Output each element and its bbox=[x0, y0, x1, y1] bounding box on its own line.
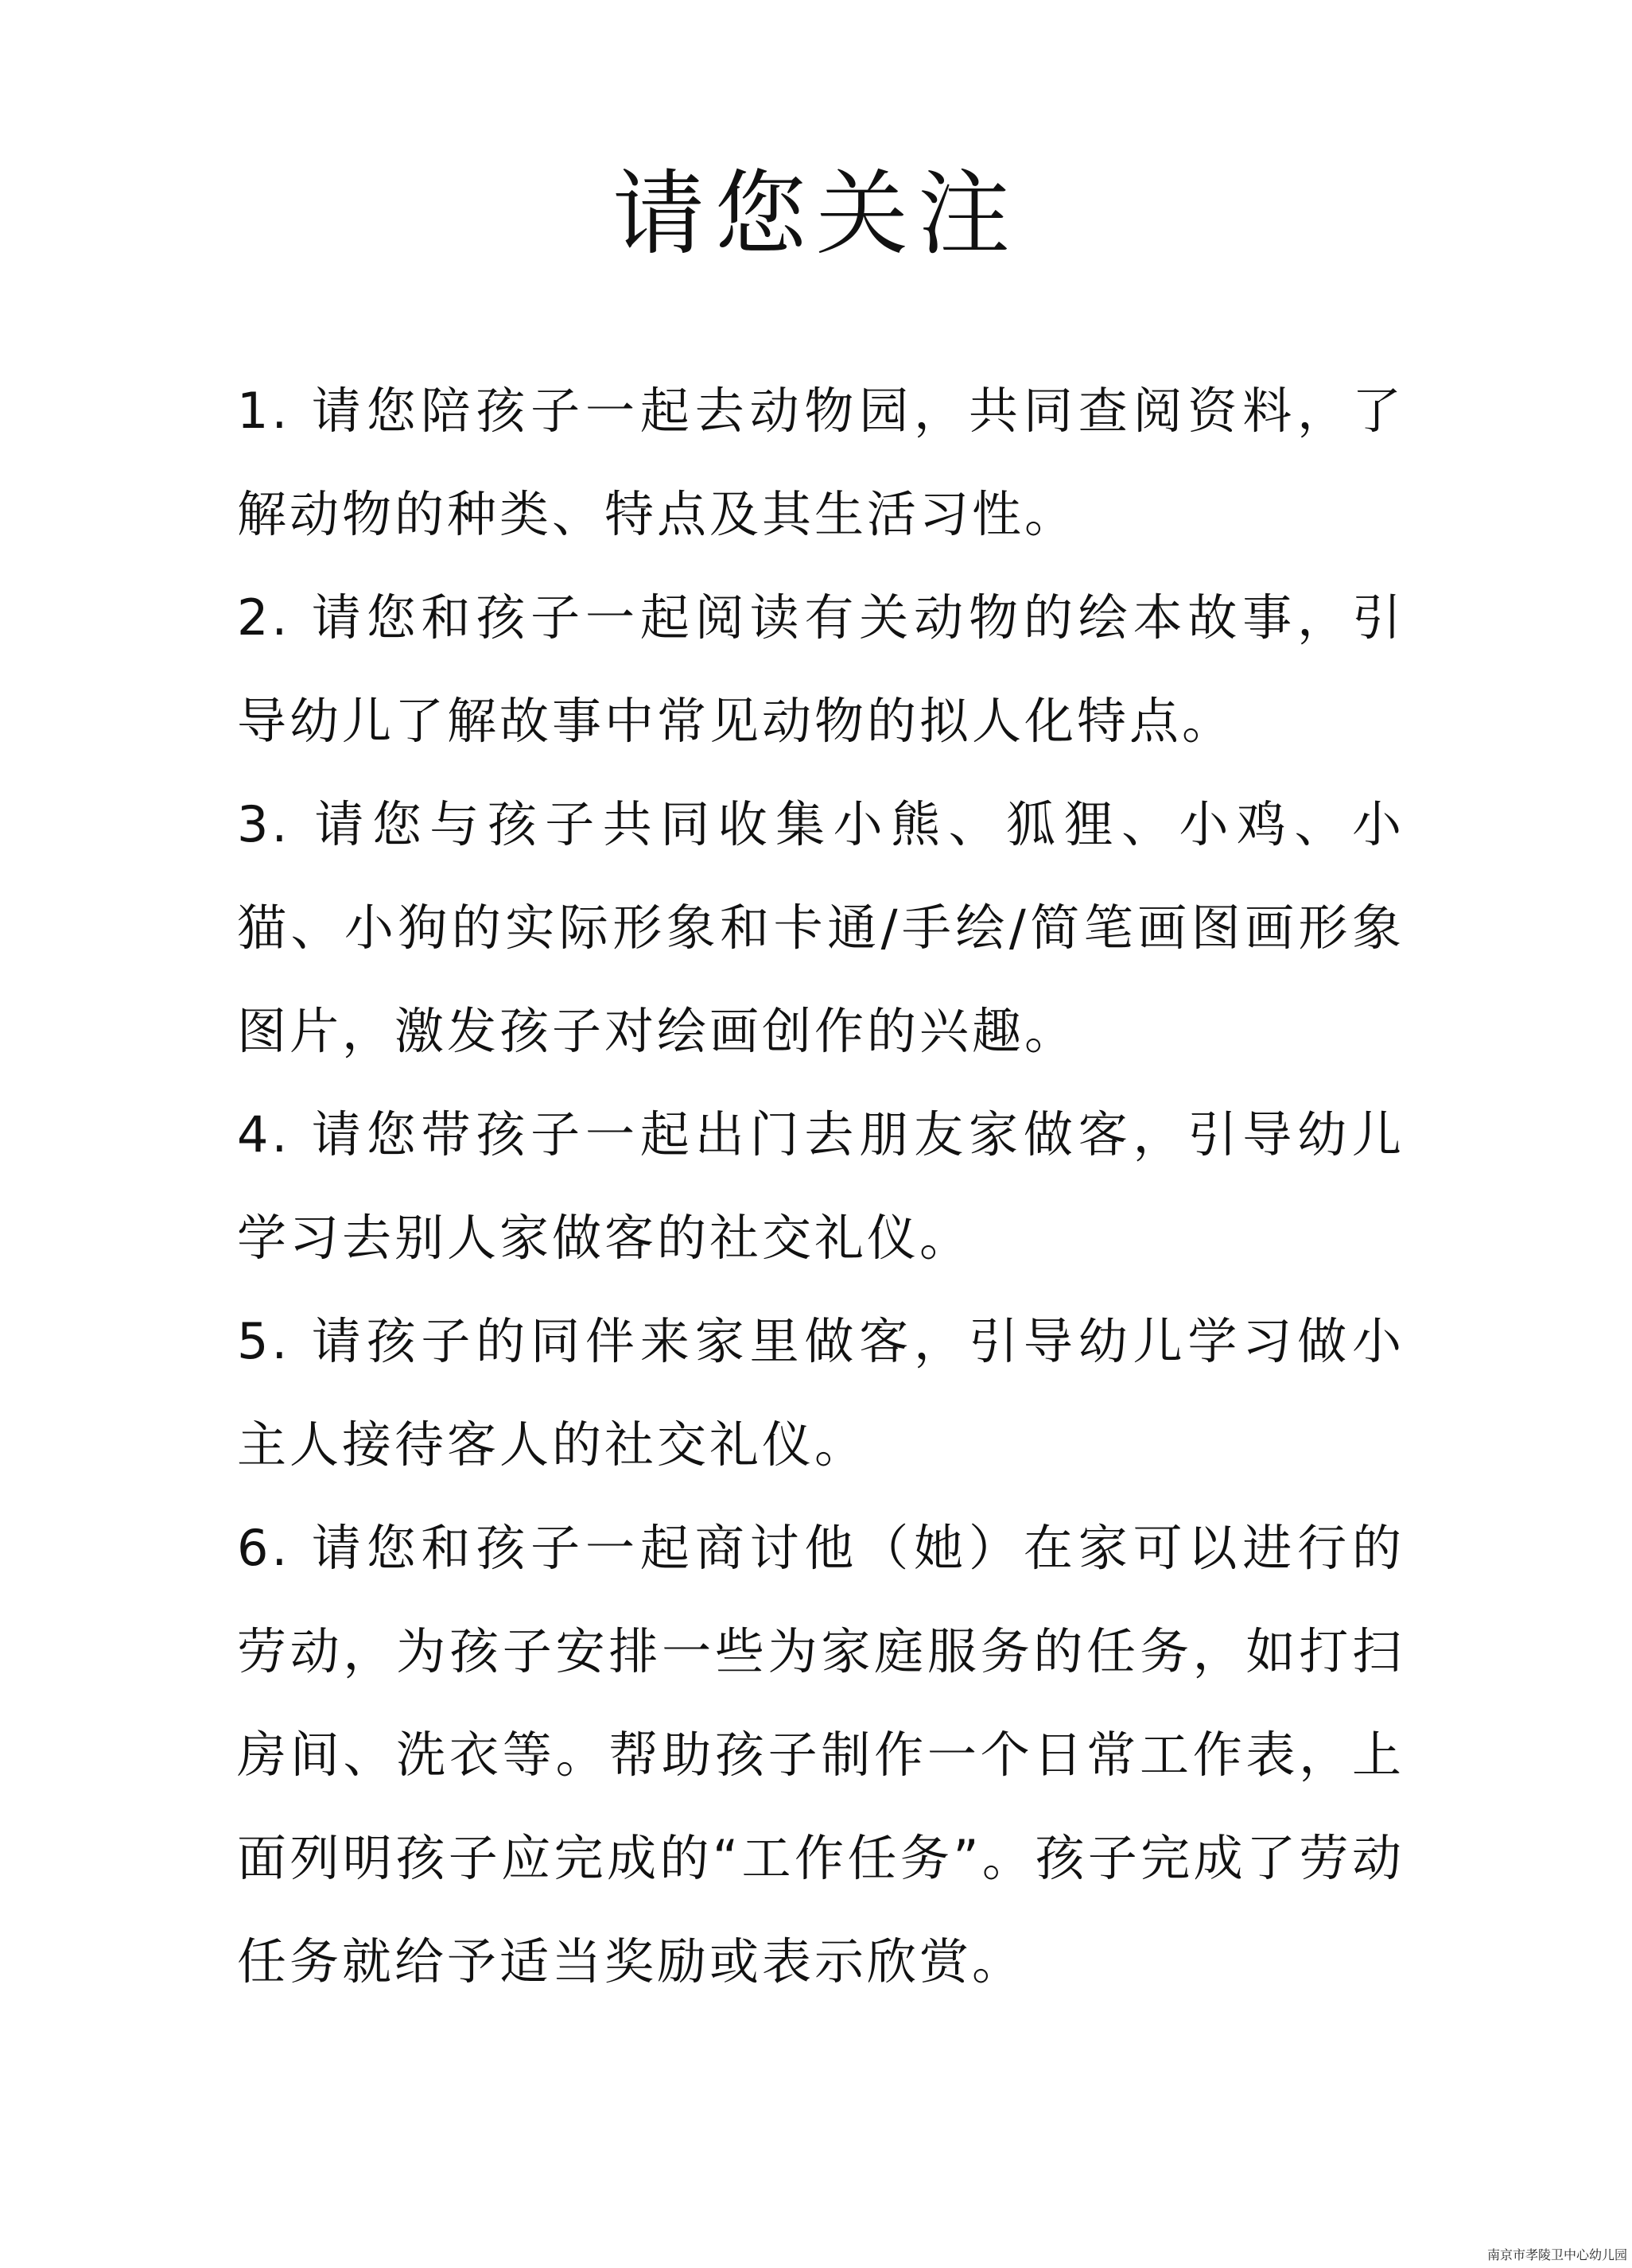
notice-item-1: 1. 请您陪孩子一起去动物园，共同查阅资料，了解动物的种类、特点及其生活习性。 bbox=[237, 382, 1405, 543]
footer-watermark: 南京市孝陵卫中心幼儿园 bbox=[1486, 2247, 1627, 2262]
notice-item-3: 3. 请您与孩子共同收集小熊、狐狸、小鸡、小猫、小狗的实际形象和卡通/手绘/简笔画图画形象图片，激发孩子对绘画创作的兴趣。 bbox=[237, 795, 1405, 1060]
notice-item-5: 5. 请孩子的同伴来家里做客，引导幼儿学习做小主人接待客人的社交礼仪。 bbox=[237, 1312, 1405, 1474]
notice-list bbox=[237, 359, 1405, 2014]
notice-item-2: 2. 请您和孩子一起阅读有关动物的绘本故事，引导幼儿了解故事中常见动物的拟人化特点。 bbox=[237, 588, 1405, 750]
notice-item-4: 4. 请您带孩子一起出门去朋友家做客，引导幼儿学习去别人家做客的社交礼仪。 bbox=[237, 1105, 1405, 1267]
notice-item-6: 6. 请您和孩子一起商讨他（她）在家可以进行的劳动，为孩子安排一些为家庭服务的任务，如打扫房间、洗衣等。帮助孩子制作一个日常工作表，上面列明孩子应完成的“工作任务”。孩子完成了劳动任务就给予适当奖励或表示欣赏。 bbox=[237, 1519, 1405, 1990]
page-title: 请您关注 bbox=[612, 161, 1020, 268]
